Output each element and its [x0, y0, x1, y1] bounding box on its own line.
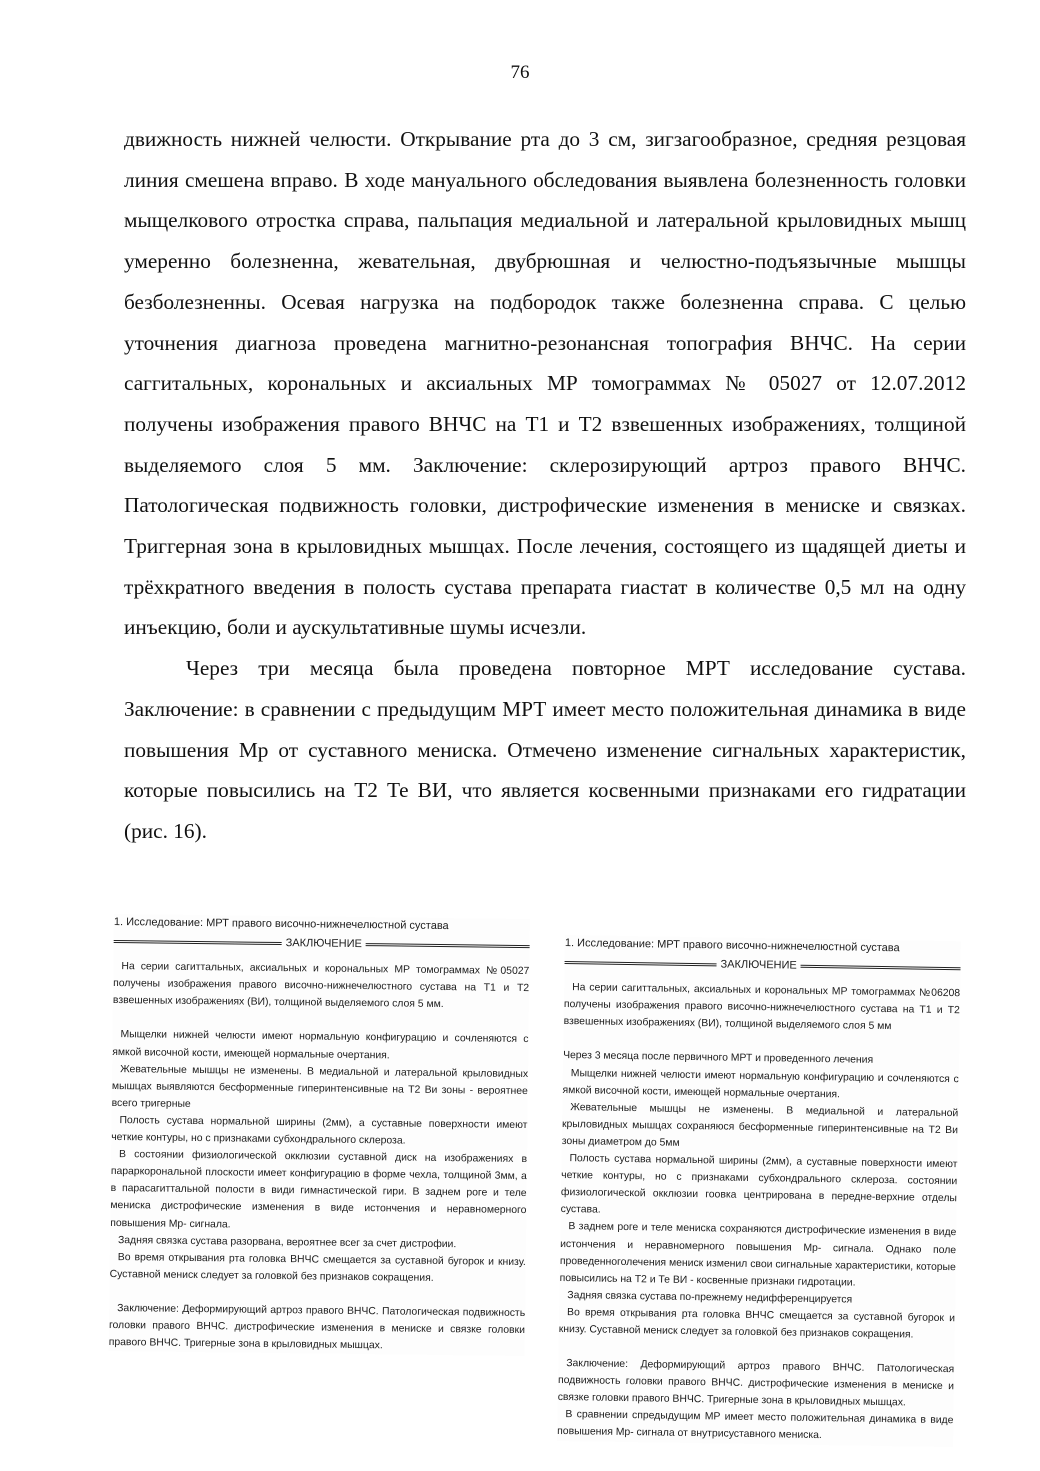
report-conclusion: Заключение: Деформирующий артроз правого ВНЧС. Патологическая подвижность головки правого ВНЧС. дистрофические изменения в мениске и связке головки правого ВНЧС. Тригерные зона в крыловидных мышцах. [557, 1358, 955, 1409]
paragraph-1: движность нижней челюсти. Открывание рта до 3 см, зигзагообразное, средняя резцовая линия смешена вправо. В ходе мануального обследования выявлена болезненность головки мыщелкового отростка справа, пальпация медиальной и латеральной крыловидных мышц умеренно болезненна, жевательная, двубрюшная и челюстно-подъязычные мышцы безболезненны. Осевая нагрузка на подбородок также болезненна справа. С целью уточнения диагноза проведена магнитно-резонансная топография ВНЧС. На серии саггитальных, корональных и аксиальных МР томограммах № 05027 от 12.07.2012 получены изображения правого ВНЧС на Т1 и Т2 взвешенных изображениях, толщиной выделяемого слоя 5 мм. Заключение: склерозирующий артроз правого ВНЧС. Патологическая подвижность головки, дистрофические изменения в мениске и связках. Триггерная зона в крыловидных мышцах. После лечения, состоящего из щадящей диеты и трёхкратного введения в полость сустава препарата гиастат в количестве 0,5 мл на одну инъекцию, боли и аускультативные шумы исчезли. [124, 127, 966, 640]
report-finding: Задняя связка сустава по-прежнему недифференцируется [567, 1289, 853, 1306]
body-text [124, 119, 966, 852]
report-finding: Полость сустава нормальной ширины (2мм), а суставные поверхности имеют четкие контуры, но с признаками субхондрального склероза. [111, 1115, 528, 1147]
page-number: 76 [510, 62, 530, 83]
report-conclusion: Заключение: Деформирующий артроз правого ВНЧС. Патологическая подвижность головки правого ВНЧС. дистрофические изменения в мениске и связке головки правого ВНЧС. Тригерные зона в крыловидных мышцах. [108, 1302, 526, 1352]
heading-rule-right [801, 965, 961, 971]
report-finding: В состоянии физиологической окклюзии суставной диск на изображениях в параркорональной плоскости имеет конфигурацию в форме чехла, толщиной 3мм, а в парасагиттальной полости в види гимнастической гири. В заднем роге и теле мениска дистрофические изменения в виде истончения и неравномерного повышения Мр- сигнала. [110, 1149, 528, 1230]
report-finding: Задняя связка сустава разорвана, вероятнее всег за счет дистрофии. [117, 1234, 457, 1250]
report-study-title: 1. Исследование: МРТ правого височно-нижнечелюстной сустава [113, 915, 449, 933]
report-finding: Мыщелки нижней челюсти имеют нормальную конфигурацию и сочленяются с ямкой височной кости, имеющей нормальные очертания. [562, 1067, 959, 1100]
report-finding: Жевательные мышцы не изменены. В медиальной и латеральной крыловидных мышцах сохраняюся бесформенные гиперинтенсивные на Т2 Ви зоны диаметром до 5мм [561, 1101, 959, 1149]
report-heading [564, 954, 960, 977]
report-note: Через 3 месяца после первичного МРТ и проведенного лечения [563, 1050, 874, 1067]
heading-rule-left [565, 961, 717, 966]
report-intro: На серии сагиттальных, аксиальных и корональных МР томограммах №06208 получены изображения правого височно-нижнечелюстного сустава на Т1 и Т2 взвешенных изображениях (ВИ), толщиной выделяемого слоя 5 мм [563, 982, 961, 1033]
report-finding: В заднем роге и теле мениска сохраняются дистрофические изменения в виде истончения и неравномерного повышения Мр- сигнала. Однако поле проведенноголечения мениск изменил свои сигнальные характеристики, которые повысились на Т2 и Те ВИ - косвенные признаки гидротации. [559, 1221, 957, 1289]
report-heading-text: ЗАКЛЮЧЕНИЕ [285, 937, 362, 951]
report-intro: На серии сагиттальных, аксиальных и корональных МР томограммах №05027 получены изображения правого височно-нижнечелюстного сустава на Т1 и Т2 взвешенных изображениях (ВИ), толщиной выделяемого слоя 5 мм. [112, 961, 530, 1011]
report-heading [114, 933, 530, 955]
report-heading-text: ЗАКЛЮЧЕНИЕ [720, 958, 797, 972]
mri-report-scan-first [109, 914, 530, 1356]
mri-report-scan-followup [557, 935, 961, 1447]
report-finding: Мыщелки нижней челюсти имеют нормальную конфигурацию и сочленяются с ямкой височной кости, имеющей нормальные очертания. [112, 1029, 529, 1061]
heading-rule-left [114, 940, 282, 945]
report-comparison: В сравнении спредыдущим МР имеет место положительная динамика в виде повышения Мр- сигнала от внутрисуставного мениска. [557, 1409, 954, 1442]
report-finding: Во время открывания рта головка ВНЧС смещается за суставной бугорок и книзу. Суставной мениск следует за головкой без признаков сокращения. [109, 1251, 526, 1284]
report-finding: Во время открывания рта головка ВНЧС смещается за суставной бугорок и книзу. Суставной мениск следует за головкой без признаков сокращения. [558, 1306, 956, 1341]
paragraph-2: Через три месяца была проведена повторное МРТ исследование сустава. Заключение: в сравнении с предыдущим МРТ имеет место положительная динамика в виде повышения Мр от суставного мениска. Отмечено изменение сигнальных характеристик, которые повысились на Т2 Те ВИ, что является косвенными признаками его гидратации (рис. 16). [124, 656, 966, 843]
heading-rule-right [366, 943, 530, 948]
report-finding: Жевательные мышцы не изменены. В медиальной и латеральной крыловидных мышцах выявляются бесформенные гиперинтенсивные на Т2 Ви зоны - вероятнее всего тригерные [111, 1063, 529, 1110]
report-study-title: 1. Исследование: МРТ правого височно-нижнечелюстной сустава [564, 936, 900, 955]
report-finding: Полость сустава нормальной ширины (2мм), а суставные поверхности имеют четкие контуры, но с признаками субхондрального склероза. состоянии физиологической окклюзии гоовка центрирована в передне-верхние отделы сустава. [560, 1153, 958, 1216]
